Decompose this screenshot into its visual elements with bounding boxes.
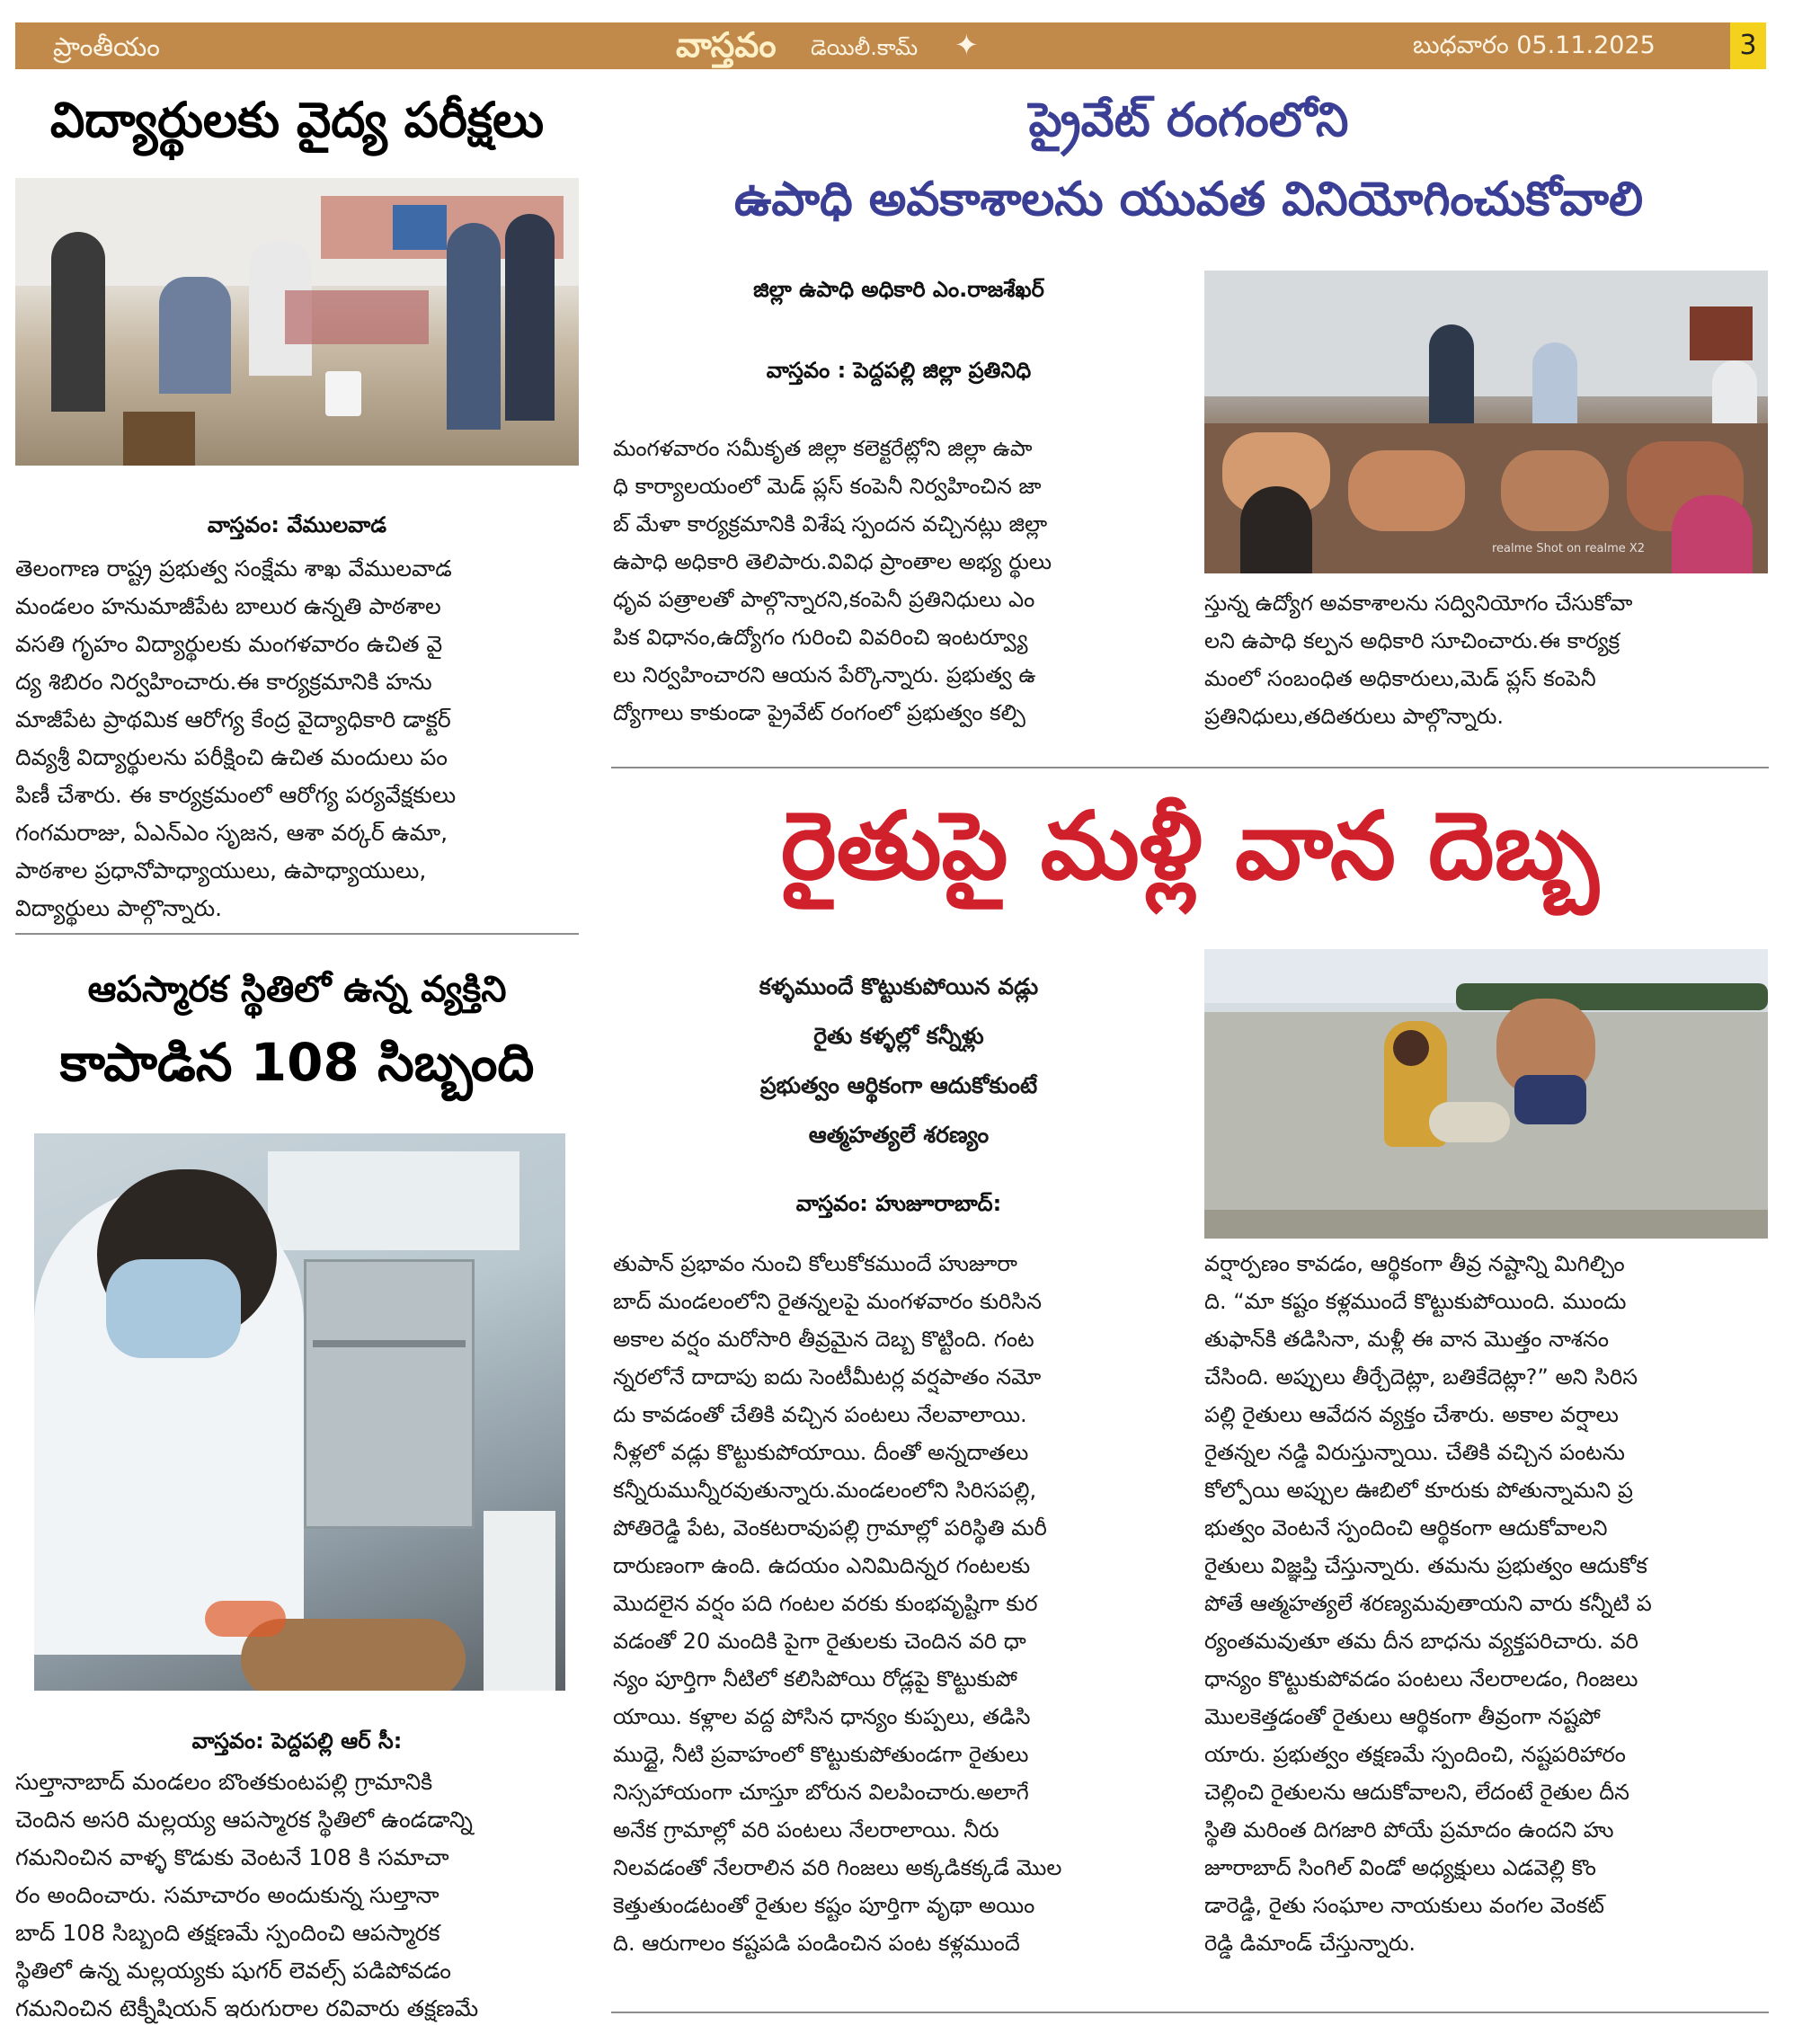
text-line: న్యం పూర్తిగా నీటిలో కలిసిపోయి రోడ్లపై కొట్టుకుపో — [613, 1666, 1017, 1692]
text-line: అనేక గ్రామాల్లో వరి పంటలు నేలరాలాయి. నీరు — [613, 1817, 999, 1843]
text-line: వసతి గృహం విద్యార్థులకు మంగళవారం ఉచిత వై — [15, 631, 443, 657]
section-name: ప్రాంతీయం — [53, 31, 160, 62]
rescue-headline-line1: ఆపస్మారక స్థితిలో ఉన్న వ్యక్తిని — [87, 969, 507, 1010]
students-headline: విద్యార్థులకు వైద్య పరీక్షలు — [49, 92, 545, 148]
text-line: ధాన్యం కొట్టుకుపోవడం పంటలు నేలరాలడం, గింజలు — [1204, 1666, 1638, 1692]
text-line: నిలవడంతో నేలరాలిన వరి గింజలు అక్కడికక్కడే మొల — [613, 1855, 1062, 1880]
text-line: కన్నీరుమున్నీరవుతున్నారు.మండలంలోని సిరిసపల్లి, — [613, 1478, 1037, 1503]
text-line: రైతు కళ్ళల్లో కన్నీళ్లు — [813, 1023, 984, 1049]
photo-watermark: realme Shot on realme X2 — [1492, 542, 1646, 555]
text-line: చేసింది. అప్పులు తీర్చేదెట్లా, బతికేదెట్లా?” అని సిరిస — [1204, 1364, 1638, 1390]
page-header — [15, 22, 1766, 69]
text-line: మంగళవారం సమీకృత జిల్లా కలెక్టరేట్లోని జిల్లా ఉపా — [613, 436, 1033, 461]
text-line: స్థితిలో ఉన్న మల్లయ్యకు షుగర్ లెవల్స్ పడిపోవడం — [15, 1958, 451, 1984]
text-line: మండలం హనుమాజీపేట బాలుర ఉన్నతి పాఠశాల — [15, 593, 441, 619]
text-line: మొదలైన వర్షం పది గంటల వరకు కుంభవృష్టిగా కుర — [613, 1591, 1038, 1616]
text-line: జూరాబాద్ సింగిల్ విండో అధ్యక్షులు ఎడవెల్లి కొం — [1204, 1855, 1596, 1880]
text-line: యాయి. కళ్లాల వద్ద పోసిన ధాన్యం కుప్పలు, తడిసి — [613, 1704, 1031, 1729]
bird-logo-icon: ✦ — [954, 28, 979, 62]
ambulance-patient-photo — [34, 1133, 565, 1691]
text-line: రైతులు విజ్ఞప్తి చేస్తున్నారు. తమను ప్రభుత్వం ఆదుకోక — [1204, 1553, 1647, 1578]
jobs-dateline: వాస్తవం : పెద్దపల్లి జిల్లా ప్రతినిధి — [766, 358, 1032, 383]
text-line: తుపాన్ ప్రభావం నుంచి కోలుకోకముందే హుజూరా — [613, 1251, 1017, 1276]
left-divider-1 — [15, 933, 579, 935]
text-line: ఆత్మహత్యలే శరణ్యం — [808, 1122, 990, 1148]
text-line: బాద్ 108 సిబ్బంది తక్షణమే స్పందించి ఆపస్మారక — [15, 1920, 440, 1946]
text-line: ప్రతినిధులు,తదితరులు పాల్గొన్నారు. — [1204, 704, 1505, 729]
masthead-brand-sub: డెయిలీ.కామ్ — [811, 35, 919, 60]
text-line: చెందిన అసరి మల్లయ్య ఆపస్మారక స్థితిలో ఉండడాన్ని — [15, 1807, 473, 1833]
text-line: పాఠశాల ప్రధానోపాధ్యాయులు, ఉపాధ్యాయులు, — [15, 857, 427, 884]
rain-dateline: వాస్తవం: హుజూరాబాద్: — [795, 1191, 1002, 1216]
text-line: ది. “మా కష్టం కళ్లముందే కొట్టుకుపోయింది. ముందు — [1204, 1289, 1627, 1314]
jobs-subhead: జిల్లా ఉపాధి అధికారి ఎం.రాజశేఖర్ — [753, 277, 1044, 302]
bottom-divider — [611, 2012, 1769, 2013]
text-line: పిక విధానం,ఉద్యోగం గురించి వివరించి ఇంటర్వ్యూ — [613, 625, 1028, 650]
text-line: గంగమరాజు, ఏఎన్ఎం సృజన, ఆశా వర్కర్ ఉమా, — [15, 820, 448, 846]
masthead-brand: వాస్తవం — [676, 25, 777, 65]
text-line: యారు. ప్రభుత్వం తక్షణమే స్పందించి, నష్టపరిహారం — [1204, 1742, 1626, 1767]
text-line: మాజీపేట ప్రాథమిక ఆరోగ్య కేంద్ర వైద్యాధికారి డాక్టర్ — [15, 706, 451, 733]
text-line: ది. ఆరుగాలం కష్టపడి పండించిన పంట కళ్లముందే — [613, 1931, 1020, 1956]
text-line: భుత్వం వెంటనే స్పందించి ఆర్థికంగా ఆదుకోవాలని — [1204, 1515, 1608, 1541]
students-medical-camp-photo — [15, 178, 579, 466]
students-dateline: వాస్తవం: వేములవాడ — [207, 512, 387, 537]
text-line: దు కావడంతో చేతికి వచ్చిన పంటలు నేలవాలాయి. — [613, 1402, 1027, 1427]
text-line: ఉపాధి అధికారి తెలిపారు.వివిధ ప్రాంతాల అభ్య ర్థులు — [613, 549, 1052, 574]
text-line: డారెడ్డి, రైతు సంఘాల నాయకులు వంగల వెంకట్ — [1204, 1893, 1605, 1918]
jobs-headline-line2: ఉపాధి అవకాశాలను యువత వినియోగించుకోవాలి — [733, 173, 1644, 226]
text-line: ధృవ పత్రాలతో పాల్గొన్నారని,కంపెనీ ప్రతినిధులు ఎం — [613, 587, 1035, 612]
text-line: విద్యార్థులు పాల్గొన్నారు. — [15, 895, 223, 921]
text-line: స్థితి మరింత దిగజారి పోయే ప్రమాదం ఉందని హు — [1204, 1817, 1614, 1843]
text-line: వడంతో 20 మందికి పైగా రైతులకు చెందిన వరి ధా — [613, 1629, 1026, 1654]
rescue-dateline: వాస్తవం: పెద్దపల్లి ఆర్ సీ: — [191, 1728, 403, 1754]
text-line: నీళ్లలో వడ్లు కొట్టుకుపోయాయి. దీంతో అన్నదాతలు — [613, 1440, 1029, 1465]
text-line: కళ్ళముందే కొట్టుకుపోయిన వడ్లు — [759, 973, 1039, 999]
text-line: గమనించిన వాళ్ళ కొడుకు వెంటనే 108 కి సమాచా — [15, 1844, 449, 1870]
flooded-field-photo — [1204, 949, 1768, 1239]
text-line: ధి కార్యాలయంలో మెడ్ ప్లస్ కంపెనీ నిర్వహించిన జా — [613, 474, 1042, 499]
text-line: స్తున్న ఉద్యోగ అవకాశాలను సద్వినియోగం చేసుకోవా — [1204, 591, 1633, 616]
text-line: కోల్పోయి అప్పుల ఊబిలో కూరుకు పోతున్నామని ప్ర — [1204, 1478, 1633, 1503]
text-line: అకాల వర్షం మరోసారి తీవ్రమైన దెబ్బ కొట్టింది. గంట — [613, 1327, 1034, 1352]
text-line: కెత్తుతుండటంతో రైతుల కష్టం పూర్తిగా వృథా అయిం — [613, 1893, 1035, 1918]
text-line: లని ఉపాధి కల్పన అధికారి సూచించారు.ఈ కార్యక్ర — [1204, 628, 1620, 653]
text-line: రెడ్డి డిమాండ్ చేస్తున్నారు. — [1204, 1931, 1416, 1956]
text-line: గమనించిన టెక్నీషియన్ ఇరుగురాల రవివారు తక్షణమే — [15, 1995, 479, 2021]
rescue-headline-line2: కాపాడిన 108 సిబ్బంది — [59, 1032, 535, 1093]
text-line: మొలకెత్తడంతో రైతులు ఆర్థికంగా తీవ్రంగా నష్టపో — [1204, 1704, 1601, 1729]
jobs-headline-line1: ప్రైవేట్ రంగంలోని — [1028, 93, 1349, 147]
text-line: పిణీ చేశారు. ఈ కార్యక్రమంలో ఆరోగ్య పర్యవేక్షకులు — [15, 782, 457, 808]
text-line: న్నరలోనే దాదాపు ఐదు సెంటీమీటర్ల వర్షపాతం నమో — [613, 1364, 1042, 1390]
text-line: మంలో సంబంధిత అధికారులు,మెడ్ ప్లస్ కంపెనీ — [1204, 666, 1596, 691]
text-line: నిస్సహాయంగా చూస్తూ బోరున విలపించారు.అలాగే — [613, 1780, 1029, 1805]
text-line: పోతిరెడ్డి పేట, వెంకటరావుపల్లి గ్రామాల్లో పరిస్థితి మరీ — [613, 1515, 1047, 1541]
text-line: ద్యోగాలు కాకుండా ప్రైవేట్ రంగంలో ప్రభుత్వం కల్పి — [613, 700, 1025, 725]
page-number: 3 — [1730, 22, 1766, 69]
text-line: పోతే ఆత్మహత్యలే శరణ్యమవుతాయని వారు కన్నీటి ప — [1204, 1591, 1652, 1616]
text-line: దివ్యశ్రీ విద్యార్థులను పరీక్షించి ఉచిత మందులు పం — [15, 744, 448, 770]
text-line: తెలంగాణ రాష్ట్ర ప్రభుత్వ సంక్షేమ శాఖ వేములవాడ — [15, 555, 452, 582]
text-line: ముద్దై, నీటి ప్రవాహంలో కొట్టుకుపోతుండగా రైతులు — [613, 1742, 1029, 1767]
job-mela-photo — [1204, 271, 1768, 573]
text-line: వర్షార్పణం కావడం, ఆర్థికంగా తీవ్ర నష్టాన్ని మిగిల్చిం — [1204, 1251, 1625, 1276]
rain-headline: రైతుపై మళ్లీ వాన దెబ్బ — [780, 791, 1600, 901]
text-line: లు నిర్వహించారని ఆయన పేర్కొన్నారు. ప్రభుత్వ ఉ — [613, 662, 1036, 688]
issue-date: బుధవారం 05.11.2025 — [1413, 31, 1656, 59]
text-line: పల్లి రైతులు ఆవేదన వ్యక్తం చేశారు. అకాల వర్షాలు — [1204, 1402, 1619, 1427]
text-line: ర్యంతమవుతూ తమ దీన బాధను వ్యక్తపరిచారు. వరి — [1204, 1629, 1638, 1654]
text-line: రం అందించారు. సమాచారం అందుకున్న సుల్తానా — [15, 1882, 439, 1908]
right-divider-1 — [611, 767, 1769, 768]
text-line: సుల్తానాబాద్ మండలం బొంతకుంటపల్లి గ్రామానికి — [15, 1769, 433, 1795]
text-line: ప్రభుత్వం ఆర్థికంగా ఆదుకోకుంటే — [759, 1072, 1038, 1098]
text-line: బాద్ మండలంలోని రైతన్నలపై మంగళవారం కురిసిన — [613, 1289, 1042, 1314]
text-line: రైతన్నల నడ్డి విరుస్తున్నాయి. చేతికి వచ్చిన పంటను — [1204, 1440, 1625, 1465]
text-line: ద్య శిబిరం నిర్వహించారు.ఈ కార్యక్రమానికి హను — [15, 669, 432, 695]
text-line: తుఫాన్‌కి తడిసినా, మళ్లీ ఈ వాన మొత్తం నాశనం — [1204, 1327, 1610, 1352]
text-line: చెల్లించి రైతులను ఆదుకోవాలని, లేదంటే రైతుల దీన — [1204, 1780, 1630, 1805]
text-line: దారుణంగా ఉంది. ఉదయం ఎనిమిదిన్నర గంటలకు — [613, 1553, 1031, 1578]
text-line: బ్ మేళా కార్యక్రమానికి విశేష స్పందన వచ్చినట్లు జిల్లా — [613, 511, 1048, 537]
